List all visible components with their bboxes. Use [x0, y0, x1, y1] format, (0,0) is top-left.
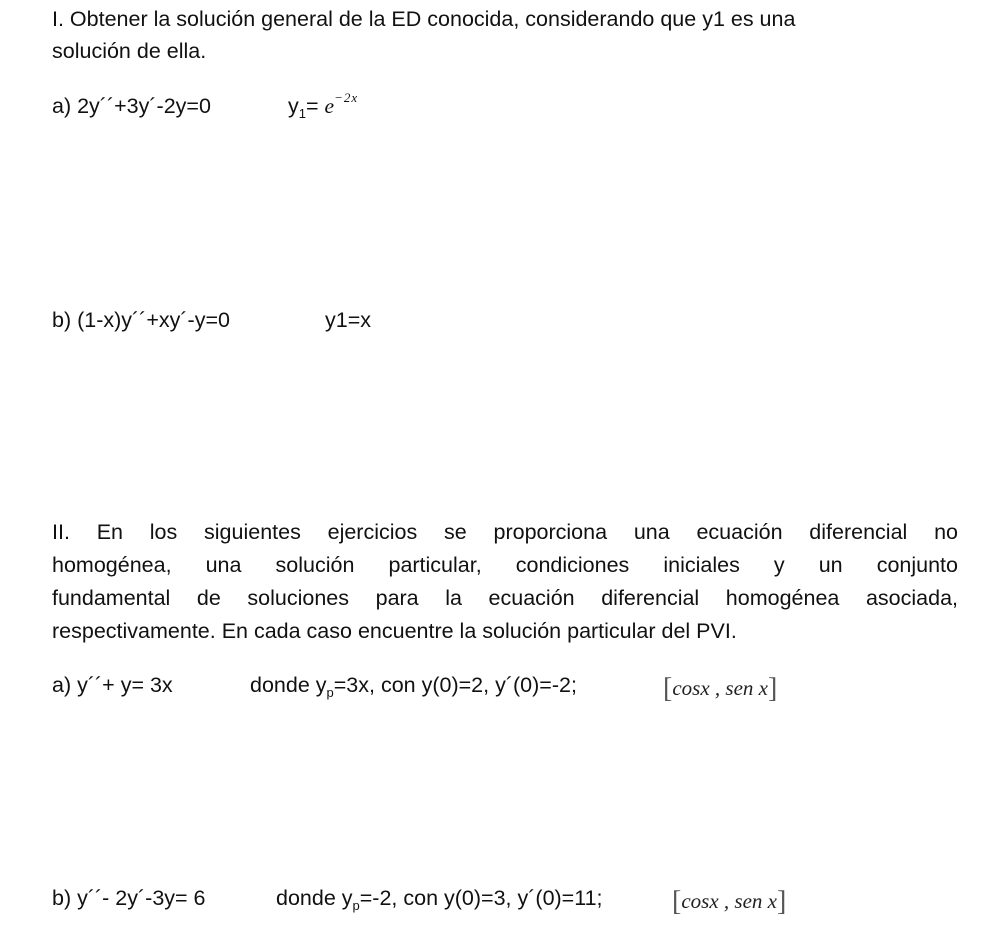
solution-y-label: y: [288, 94, 299, 118]
donde-text: donde y: [250, 673, 327, 697]
fundamental-set-text: cosx , sen x: [672, 676, 768, 700]
section1-item-a-equation: a) 2y´´+3y´-2y=0: [52, 94, 211, 118]
section1-heading-line2: solución de ella.: [52, 39, 207, 63]
section2-item-a-equation: a) y´´+ y= 3x: [52, 673, 173, 697]
solution-subscript: 1: [298, 106, 306, 121]
solution-exp-base: e: [324, 94, 335, 118]
section1-item-b-solution: y1=x: [325, 308, 372, 332]
section2-paragraph-line4: respectivamente. En cada caso encuentre la solución particular del PVI.: [52, 619, 737, 643]
particular-subscript: p: [326, 685, 334, 700]
solution-equals: =: [305, 94, 325, 118]
fundamental-set-text: cosx , sen x: [681, 889, 777, 913]
section1-heading-line1: I. Obtener la solución general de la ED conocida, considerando que y1 es una: [52, 7, 796, 31]
right-bracket-icon: ]: [776, 886, 787, 917]
section1-item-a-solution: [288, 90, 359, 121]
solution-exponent: −2x: [334, 90, 359, 105]
section2-paragraph-line2: homogénea, una solución particular, condiciones iniciales y un conjunto: [52, 553, 958, 577]
section2-item-a-conditions: [250, 673, 577, 700]
section1-item-b-equation: b) (1-x)y´´+xy´-y=0: [52, 308, 230, 332]
section2-paragraph-line3: fundamental de soluciones para la ecuación diferencial homogénea asociada,: [52, 586, 958, 610]
particular-subscript: p: [352, 898, 360, 913]
left-bracket-icon: [: [663, 673, 673, 704]
section2-paragraph-line1: II. En los siguientes ejercicios se proporciona una ecuación diferencial no: [52, 520, 958, 544]
section2-item-b-fundamental-set: [672, 886, 787, 917]
left-bracket-icon: [: [672, 886, 682, 917]
section2-item-b-conditions: [276, 886, 603, 913]
right-bracket-icon: ]: [767, 673, 778, 704]
section2-item-b-equation: b) y´´- 2y´-3y= 6: [52, 886, 206, 910]
donde-text: donde y: [276, 886, 353, 910]
conditions-text: =-2, con y(0)=3, y´(0)=11;: [359, 886, 603, 910]
conditions-text: =3x, con y(0)=2, y´(0)=-2;: [333, 673, 577, 697]
section2-item-a-fundamental-set: [663, 673, 778, 704]
